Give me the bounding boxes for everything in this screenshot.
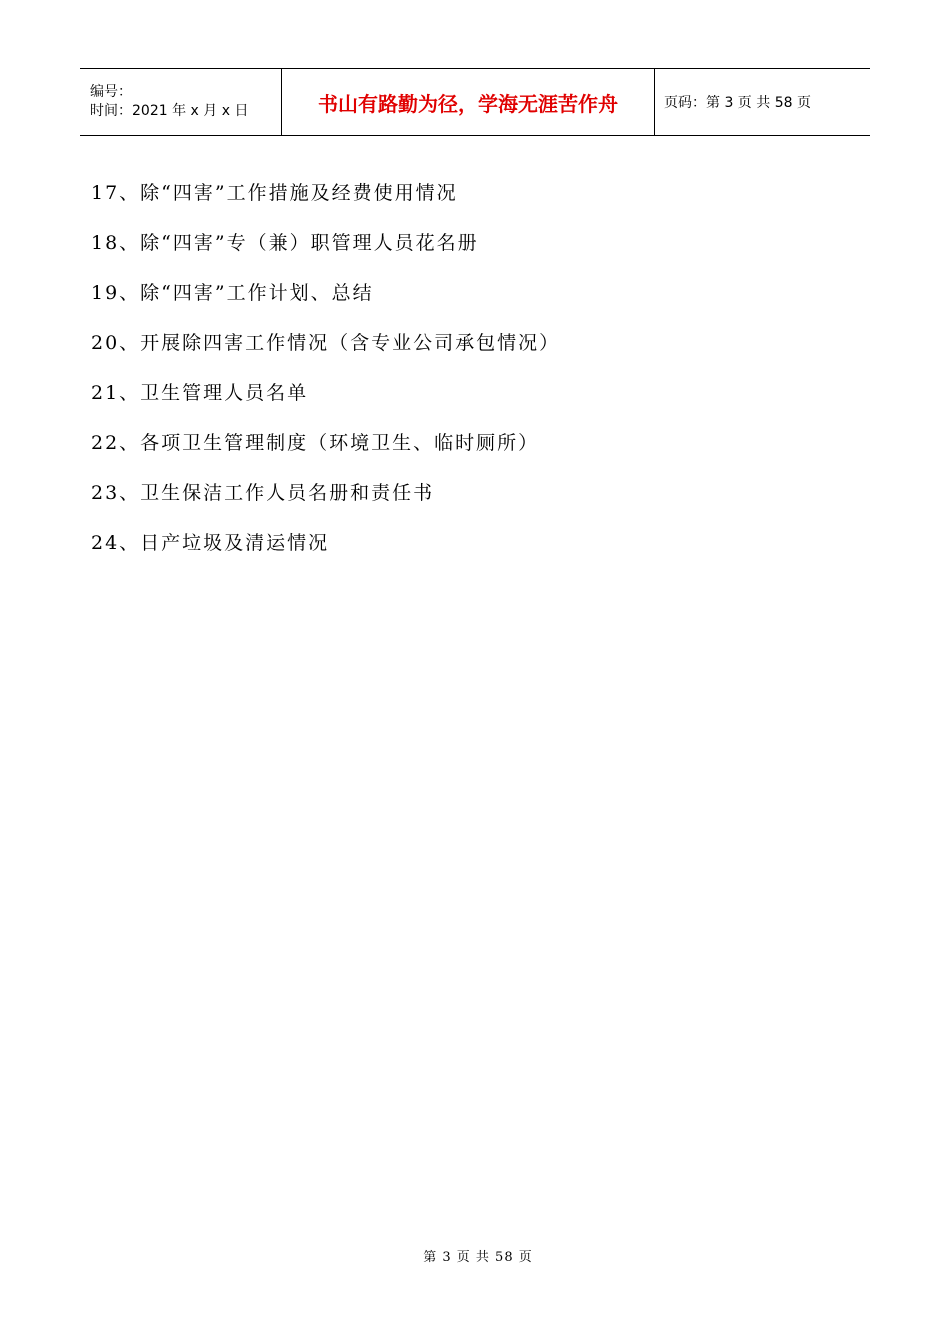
header-motto-cell <box>282 69 655 135</box>
list-item: 18、除“四害”专（兼）职管理人员花名册 <box>91 232 479 254</box>
header-meta <box>80 69 282 135</box>
footer-page-number: 第 3 页 共 58 页 <box>423 1250 533 1265</box>
list-item: 21、卫生管理人员名单 <box>91 382 309 404</box>
item-list <box>91 176 560 576</box>
header-page-cell <box>655 69 870 135</box>
header-page-info: 页码：第 3 页 共 58 页 <box>664 95 811 111</box>
list-item: 20、开展除四害工作情况（含专业公司承包情况） <box>91 332 561 354</box>
document-time-label: 时间：2021 年 x 月 x 日 <box>90 103 249 119</box>
list-item: 24、日产垃圾及清运情况 <box>91 532 330 554</box>
list-item: 17、除“四害”工作措施及经费使用情况 <box>91 182 458 204</box>
list-item: 19、除“四害”工作计划、总结 <box>91 282 374 304</box>
header-motto: 书山有路勤为径，学海无涯苦作舟 <box>318 91 618 116</box>
page-footer <box>0 1246 950 1265</box>
list-item: 22、各项卫生管理制度（环境卫生、临时厕所） <box>91 432 540 454</box>
document-number-label: 编号： <box>90 84 132 100</box>
document-header <box>80 68 870 136</box>
list-item: 23、卫生保洁工作人员名册和责任书 <box>91 482 435 504</box>
